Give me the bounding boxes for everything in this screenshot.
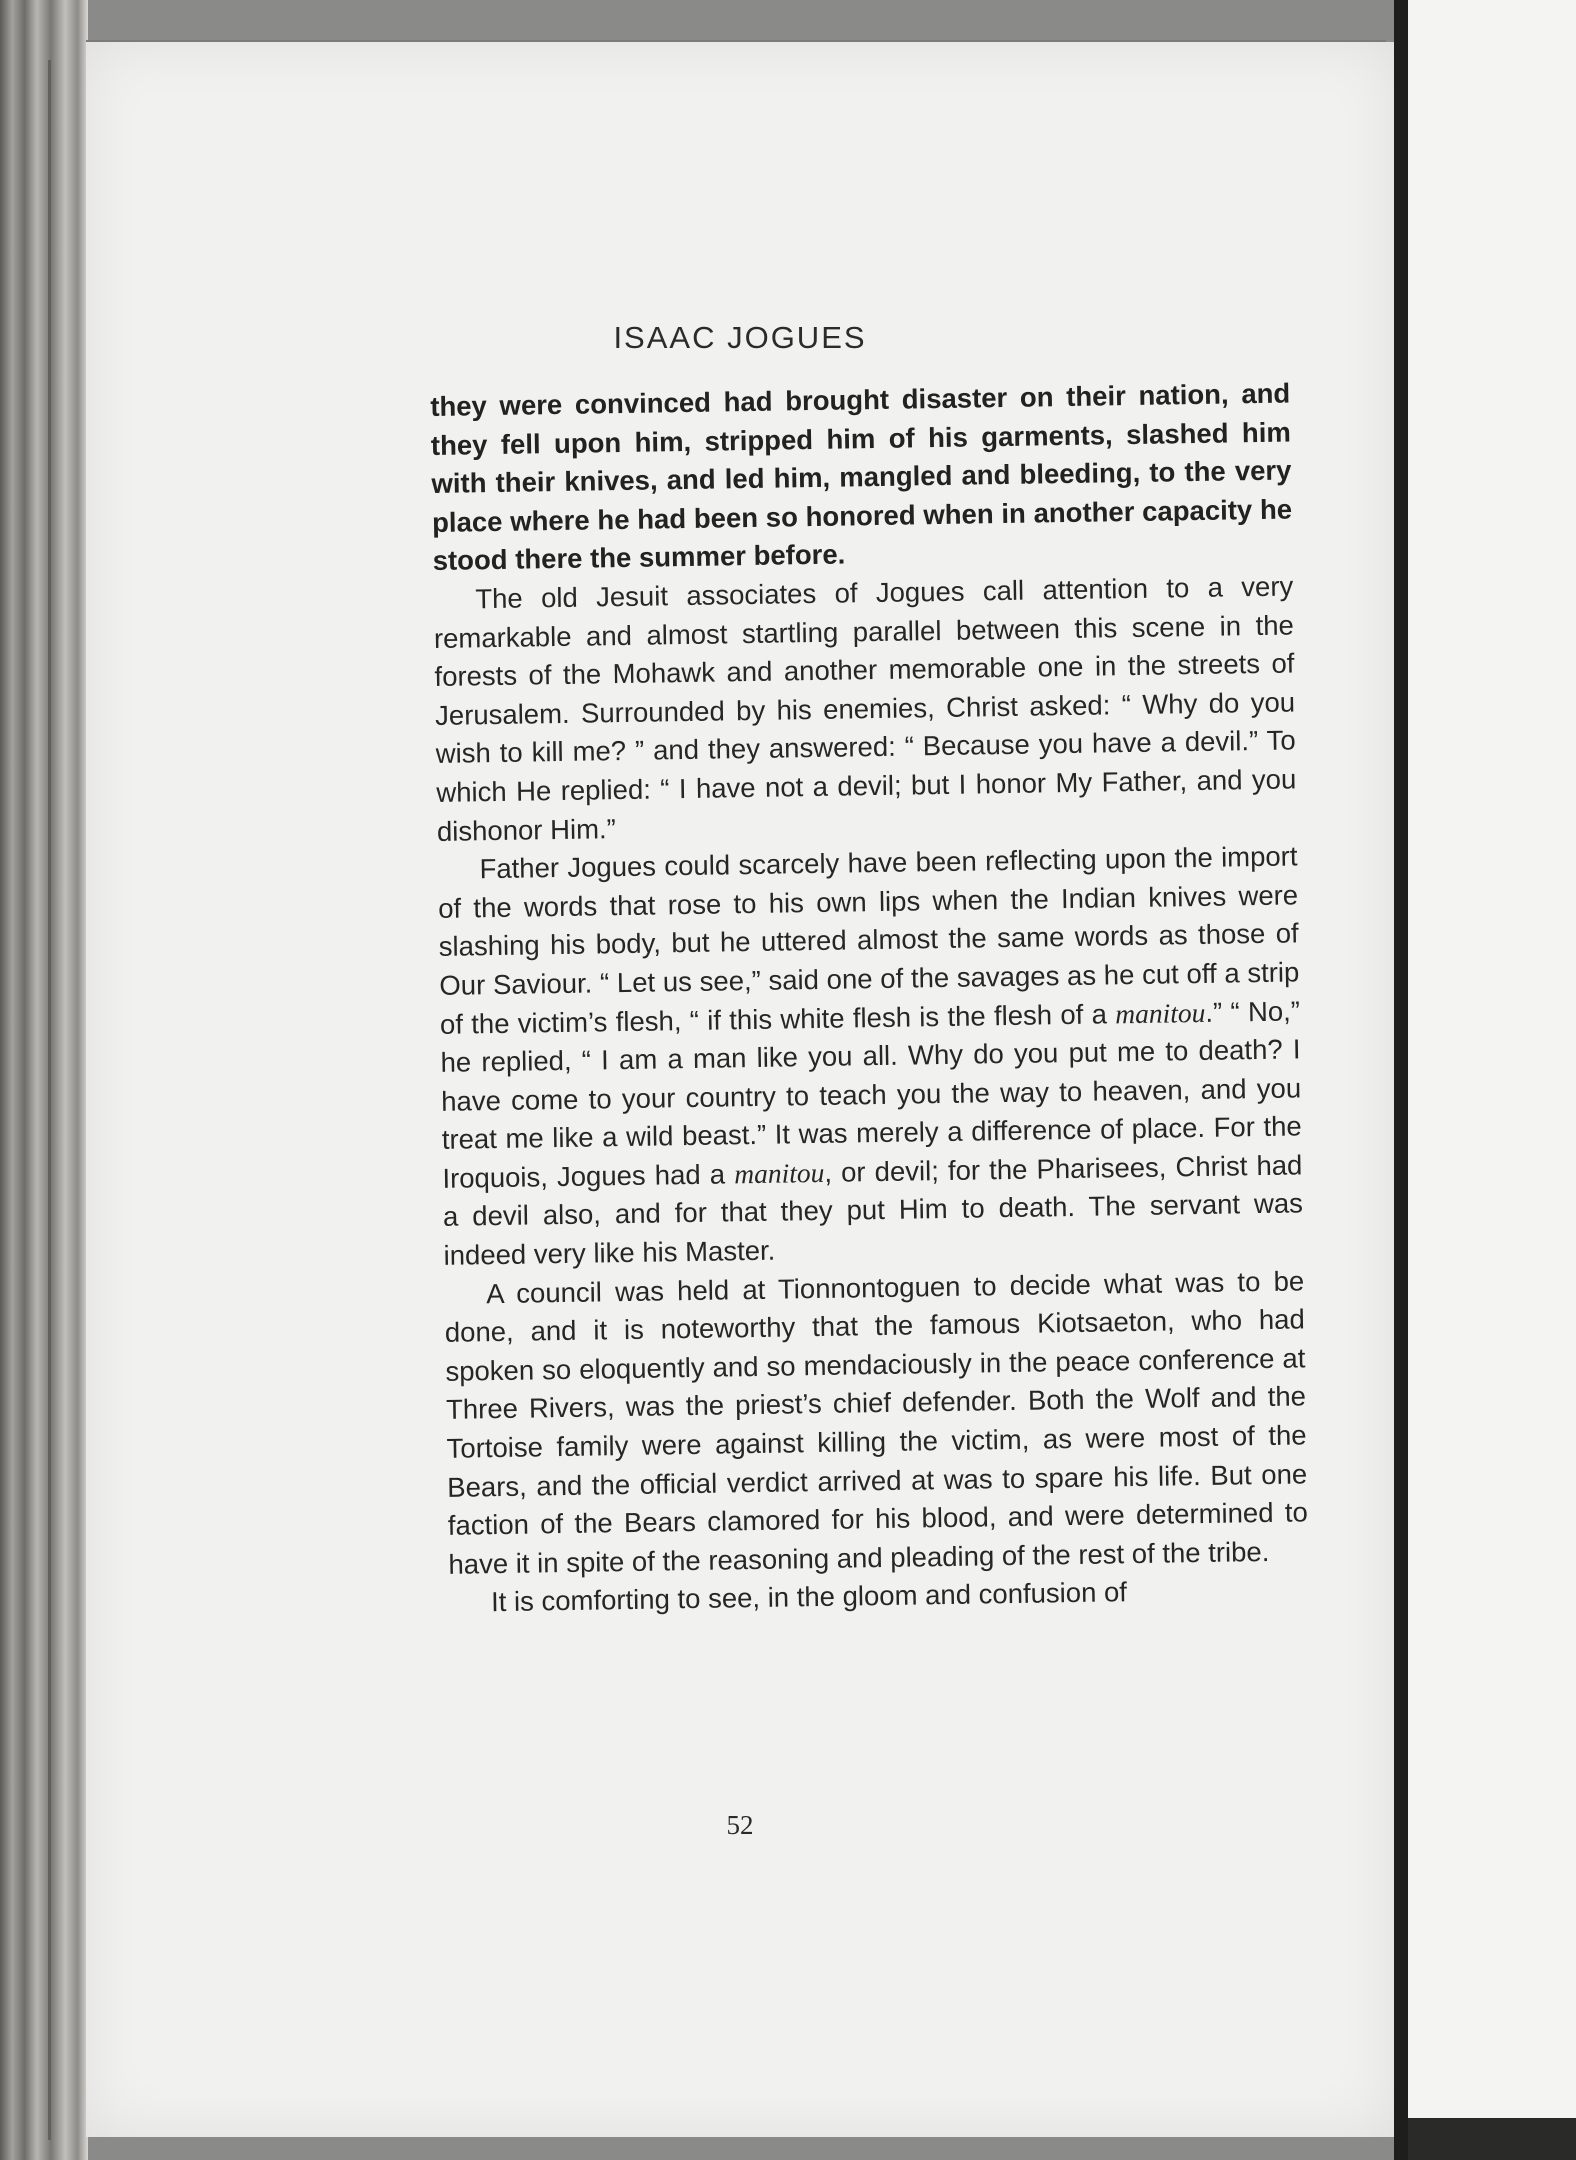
text-run: .” “ No,” he replied, “ I am a man like you all. Why do you put me to death? I have come to your country to teach you the way to heaven, and you treat me like a wild beast.” It was merely a difference of place. For the Iroquois, Jogues had a [440,994,1302,1194]
book-gutter [1394,0,1408,2160]
italic-term: manitou [1114,996,1206,1029]
text-run: A council was held at Tionnontoguen to decide what was to be done, and it is noteworthy that the famous Kiotsaeton, who had spoken so eloquently and so mendaciously in the peace conference at Three Rivers, was the priest’s chief defender. Both the Wolf and the Tortoise family were against killing the victim, as were most of the Bears, and the official verdict arrived at was to spare his life. But one faction of the Bears clamored for his blood, and were determined to have it in spite of the reasoning and pleading of the rest of the tribe. [444,1265,1309,1580]
running-head: ISAAC JOGUES [613,320,867,355]
spine-crease [48,60,51,2140]
italic-term: manitou [733,1156,825,1190]
text-run: they were convinced had brought disaster on their nation, and they fell upon him, stripped him of his garments, slashed him with their knives, and led him, mangled and bleeding, to the very place where he had been so honored when in another capacity he stood there the summer before. [430,377,1293,577]
book-page [86,42,1394,2137]
text-run: , or devil; for the Pharisees, Christ had a devil also, and for that they put Him to death. The servant was indeed very like his Master. [442,1149,1304,1271]
paragraph [433,567,1297,851]
body-text [430,374,1309,1622]
text-run: Father Jogues could scarcely have been reflecting upon the import of the words that rose to his own lips when the Indian knives were slashing his body, but he uttered almost the same words as those of Our Saviour. “ Let us see,” said one of the savages as he cut off a strip of the victim’s flesh, “ if this white flesh is the flesh of a [437,840,1300,1040]
paragraph [437,838,1304,1276]
facing-page-edge [1408,0,1576,2160]
paragraph [430,374,1293,580]
text-run: It is comforting to see, in the gloom and confusion of [490,1576,1128,1618]
book-spine-edge [0,0,88,2160]
page-number: 52 [726,1810,754,1840]
facing-page-shadow [1408,2118,1576,2160]
text-run: The old Jesuit associates of Jogues call attention to a very remarkable and almost startling parallel between this scene in the forests of the Mohawk and another memorable one in the streets of Jerusalem. Surrounded by his enemies, Christ asked: “ Why do you wish to kill me? ” and they answered: “ Because you have a devil.” To which He replied: “ I have not a devil; but I honor My Father, and you dishonor Him.” [433,570,1297,847]
paragraph [444,1262,1309,1584]
